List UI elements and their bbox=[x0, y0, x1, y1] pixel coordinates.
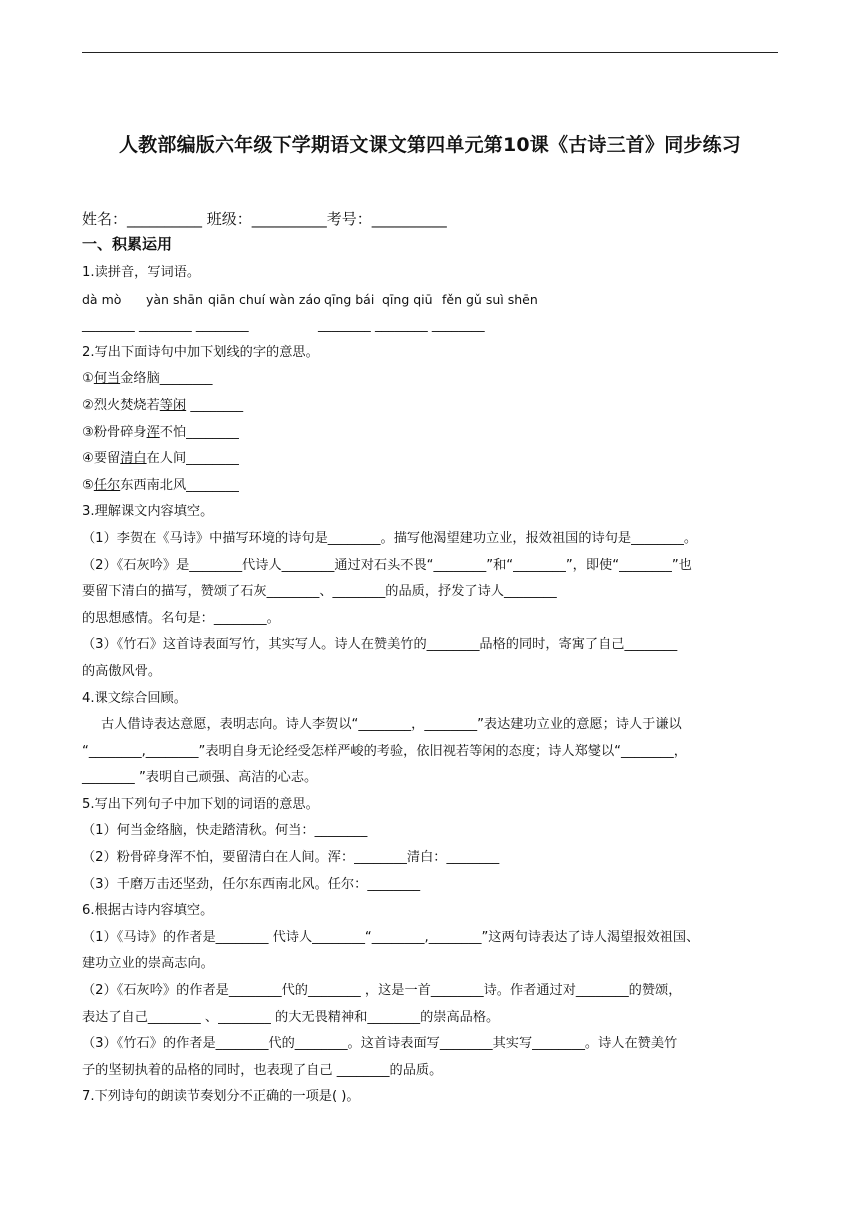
question-4-line: 古人借诗表达意愿，表明志向。诗人李贺以“________，________”表达建功立业的意愿；诗人于谦以 bbox=[101, 717, 682, 733]
answer-blanks[interactable]: ________ ________ ________ bbox=[82, 318, 249, 334]
question-3-line: 要留下清白的描写，赞颂了石灰________、________的品质，抒发了诗人________ bbox=[82, 584, 557, 600]
pinyin-item: yàn shān bbox=[146, 291, 203, 307]
header-rule bbox=[82, 52, 778, 53]
underlined-word: 等闲 bbox=[159, 397, 187, 413]
section-heading: 一、积累运用 bbox=[82, 235, 173, 253]
question-6-line: （1）《马诗》的作者是________ 代诗人________“________,________”这两句诗表达了诗人渴望报效祖国、 bbox=[82, 929, 700, 945]
question-3-line: 的思想感情。名句是：________。 bbox=[82, 610, 280, 626]
pinyin-item: fěn gǔ suì shēn bbox=[442, 291, 538, 307]
question-2-item: ④要留清白在人间________ bbox=[82, 451, 239, 467]
question-5-line: （3）千磨万击还坚劲，任尔东西南北风。任尔：________ bbox=[82, 876, 421, 892]
question-4-title: 4.课文综合回顾。 bbox=[82, 690, 187, 706]
worksheet-body bbox=[82, 206, 782, 1111]
question-2-item: ②烈火焚烧若等闲 ________ bbox=[82, 397, 244, 413]
underlined-word: 任尔 bbox=[93, 477, 121, 493]
question-6-line: 建功立业的崇高志向。 bbox=[82, 956, 214, 972]
question-2-item: ①何当金络脑________ bbox=[82, 371, 213, 387]
underlined-word: 浑 bbox=[146, 424, 160, 440]
underlined-word: 清白 bbox=[120, 451, 147, 467]
answer-blanks[interactable]: ________ ________ ________ bbox=[318, 318, 485, 334]
question-6-line: （3）《竹石》的作者是________代的________。这首诗表面写________其实写________。诗人在赞美竹 bbox=[82, 1036, 678, 1052]
pinyin-item: qīng qiū bbox=[382, 291, 433, 307]
pinyin-item: qīng bái bbox=[324, 291, 375, 307]
pinyin-row bbox=[82, 287, 782, 314]
question-2-item: ③粉骨碎身浑不怕________ bbox=[82, 424, 239, 440]
question-1-title: 1.读拼音，写词语。 bbox=[82, 265, 201, 280]
answer-blanks-row bbox=[82, 313, 782, 340]
question-6-line: 子的坚韧执着的品格的同时，也表现了自己 ________的品质。 bbox=[82, 1062, 443, 1078]
pinyin-item: dà mò bbox=[82, 291, 122, 307]
page-title: 人教部编版六年级下学期语文课文第四单元第10课《古诗三首》同步练习 bbox=[118, 134, 742, 156]
question-5-title: 5.写出下列句子中加下划的词语的意思。 bbox=[82, 796, 319, 812]
question-3-line: （2）《石灰吟》是________代诗人________通过对石头不畏“________”和“________”，即使“________”也 bbox=[82, 557, 692, 573]
question-7-title: 7.下列诗句的朗读节奏划分不正确的一项是( )。 bbox=[82, 1089, 360, 1105]
question-5-line: （1）何当金络脑，快走踏清秋。何当：________ bbox=[82, 823, 368, 839]
question-6-line: （2）《石灰吟》的作者是________代的________ ，这是一首________诗。作者通过对________的赞颂， bbox=[82, 983, 682, 999]
question-6-line: 表达了自己________ 、________ 的大无畏精神和________的崇高品格。 bbox=[82, 1009, 500, 1025]
question-3-title: 3.理解课文内容填空。 bbox=[82, 504, 214, 520]
question-3-line: 的高傲风骨。 bbox=[82, 663, 162, 679]
underlined-word: 何当 bbox=[93, 371, 121, 387]
question-4-line: “________,________”表明自身无论经受怎样严峻的考验，依旧视若等闲的态度；诗人郑燮以“________， bbox=[82, 743, 687, 759]
student-info-line: 姓名：__________ 班级：__________考号：__________ bbox=[82, 210, 447, 228]
question-3-line: （3）《竹石》这首诗表面写竹，其实写人。诗人在赞美竹的________品格的同时，寄寓了自己________ bbox=[82, 637, 678, 653]
question-2-title: 2.写出下面诗句中加下划线的字的意思。 bbox=[82, 344, 319, 360]
question-3-line: （1）李贺在《马诗》中描写环境的诗句是________。描写他渴望建功立业，报效祖国的诗句是________。 bbox=[82, 530, 698, 546]
question-2-item: ⑤任尔东西南北风________ bbox=[82, 477, 239, 493]
question-6-title: 6.根据古诗内容填空。 bbox=[82, 903, 214, 919]
pinyin-item: qiān chuí wàn záo bbox=[208, 291, 321, 307]
question-5-line: （2）粉骨碎身浑不怕，要留清白在人间。浑：________清白：________ bbox=[82, 850, 500, 866]
question-4-line: ________ ”表明自己顽强、高洁的心志。 bbox=[82, 770, 318, 786]
